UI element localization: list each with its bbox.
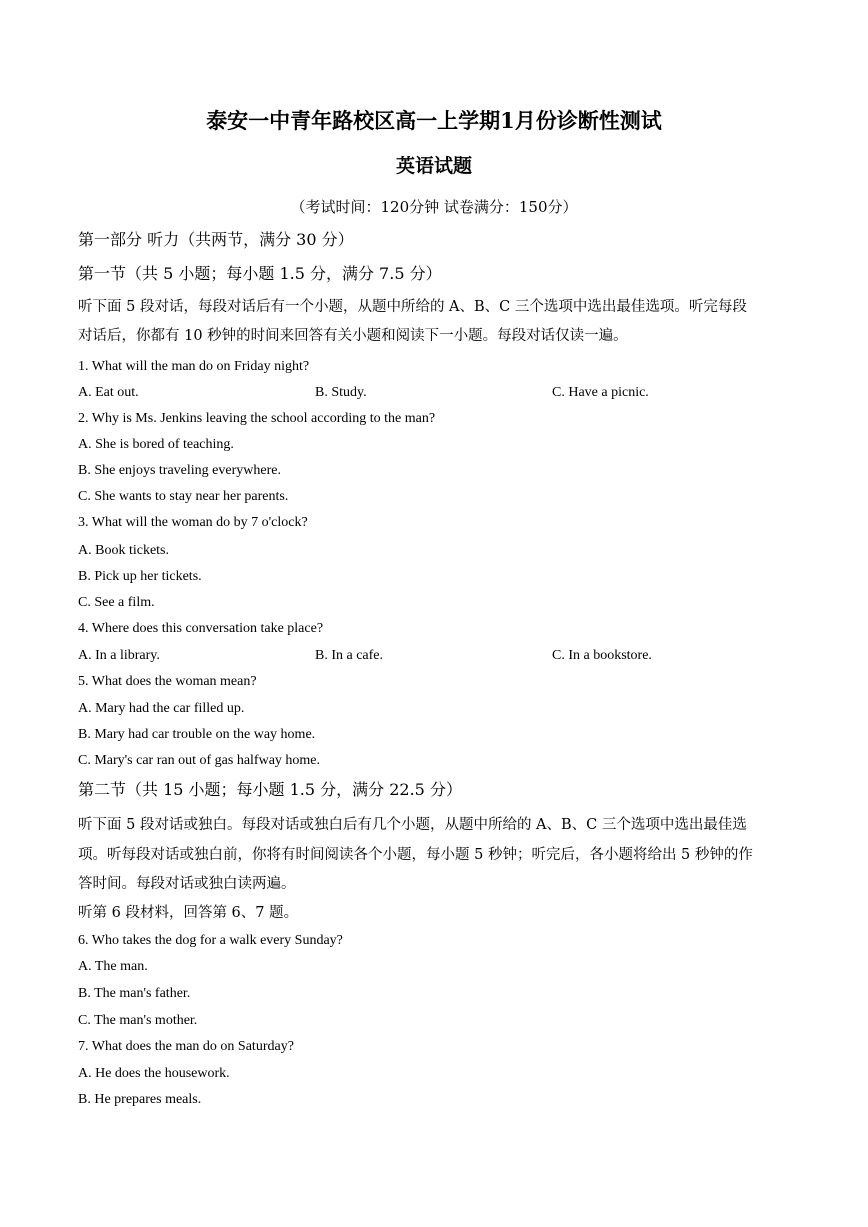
question-7: 7. What does the man do on Saturday?: [78, 1039, 294, 1054]
question-3-option-a: A. Book tickets.: [78, 543, 169, 558]
exam-title: 泰安一中青年路校区高一上学期1月份诊断性测试: [206, 108, 662, 133]
question-5-option-c: C. Mary's car ran out of gas halfway home.: [78, 753, 321, 768]
part1-heading: 第一部分 听力（共两节，满分 30 分）: [78, 230, 354, 249]
exam-subtitle: 英语试题: [395, 155, 472, 177]
section2-instructions-line2: 项。听每段对话或独白前，你将有时间阅读各个小题，每小题 5 秒钟；听完后，各小题将给出 5 秒钟的作: [78, 847, 753, 863]
question-6: 6. Who takes the dog for a walk every Sunday?: [78, 933, 343, 948]
question-5: 5. What does the woman mean?: [78, 674, 257, 689]
question-4-option-c: C. In a bookstore.: [552, 648, 652, 663]
section2-instructions-line3: 答时间。每段对话或独白读两遍。: [78, 876, 296, 892]
question-2-option-b: B. She enjoys traveling everywhere.: [78, 463, 281, 478]
question-5-option-a: A. Mary had the car filled up.: [78, 701, 245, 716]
question-2-option-a: A. She is bored of teaching.: [78, 437, 234, 452]
question-2: 2. Why is Ms. Jenkins leaving the school according to the man?: [78, 411, 436, 426]
section1-heading: 第一节（共 5 小题；每小题 1.5 分，满分 7.5 分）: [78, 264, 442, 283]
question-1-option-c: C. Have a picnic.: [552, 385, 649, 400]
question-1-option-b: B. Study.: [315, 385, 367, 400]
exam-meta: （考试时间：120分钟 试卷满分：150分）: [290, 198, 578, 216]
section1-instructions-line1: 听下面 5 段对话，每段对话后有一个小题，从题中所给的 A、B、C 三个选项中选出最佳选项。听完每段: [78, 299, 747, 315]
question-3: 3. What will the woman do by 7 o'clock?: [78, 515, 308, 530]
question-4-option-b: B. In a cafe.: [315, 648, 384, 663]
section2-instructions-line1: 听下面 5 段对话或独白。每段对话或独白后有几个小题，从题中所给的 A、B、C 三个选项中选出最佳选: [78, 817, 747, 833]
section2-heading: 第二节（共 15 小题；每小题 1.5 分，满分 22.5 分）: [78, 780, 462, 799]
question-1: 1. What will the man do on Friday night?: [78, 359, 310, 374]
question-7-option-a: A. He does the housework.: [78, 1066, 230, 1081]
question-6-option-a: A. The man.: [78, 959, 148, 974]
question-4: 4. Where does this conversation take place?: [78, 621, 324, 636]
question-3-option-b: B. Pick up her tickets.: [78, 569, 202, 584]
question-2-option-c: C. She wants to stay near her parents.: [78, 489, 289, 504]
question-3-option-c: C. See a film.: [78, 595, 155, 610]
question-6-option-c: C. The man's mother.: [78, 1013, 198, 1028]
question-6-option-b: B. The man's father.: [78, 986, 191, 1001]
question-7-option-b: B. He prepares meals.: [78, 1092, 202, 1107]
question-5-option-b: B. Mary had car trouble on the way home.: [78, 727, 316, 742]
question-1-option-a: A. Eat out.: [78, 385, 139, 400]
material-note: 听第 6 段材料，回答第 6、7 题。: [78, 905, 299, 921]
section1-instructions-line2: 对话后，你都有 10 秒钟的时间来回答有关小题和阅读下一小题。每段对话仅读一遍。: [78, 328, 628, 344]
question-4-option-a: A. In a library.: [78, 648, 160, 663]
